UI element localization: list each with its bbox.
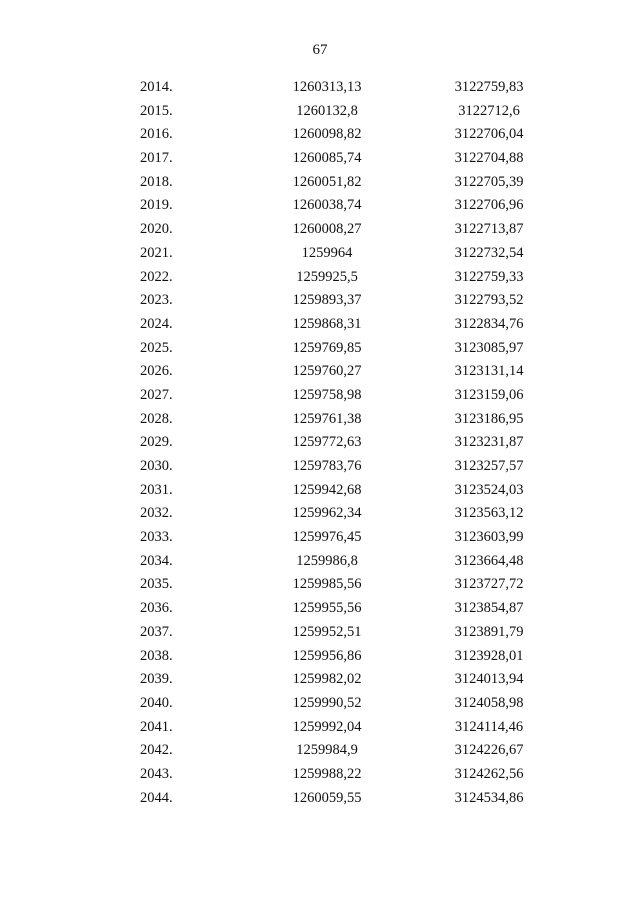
table-row: [0, 573, 640, 597]
x-coordinate: 1260051,82: [292, 173, 362, 190]
y-coordinate: 3123727,72: [454, 576, 524, 593]
x-coordinate: 1260059,55: [292, 789, 362, 806]
y-coordinate: 3122759,33: [454, 268, 524, 285]
point-number: 2040.: [140, 694, 173, 711]
x-coordinate: 1259986,8: [296, 552, 358, 569]
point-number: 2043.: [140, 765, 173, 782]
y-coordinate: 3123524,03: [454, 481, 524, 498]
table-row: [0, 550, 640, 574]
point-number: 2015.: [140, 102, 173, 119]
point-number: 2024.: [140, 315, 173, 332]
point-number: 2041.: [140, 718, 173, 735]
point-number: 2037.: [140, 623, 173, 640]
table-row: [0, 360, 640, 384]
point-number: 2020.: [140, 221, 173, 238]
table-row: [0, 123, 640, 147]
x-coordinate: 1259760,27: [292, 363, 362, 380]
table-row: [0, 597, 640, 621]
table-row: [0, 194, 640, 218]
x-coordinate: 1259868,31: [292, 315, 362, 332]
x-coordinate: 1259925,5: [296, 268, 358, 285]
table-row: [0, 739, 640, 763]
y-coordinate: 3124114,46: [454, 718, 524, 735]
x-coordinate: 1259769,85: [292, 339, 362, 356]
y-coordinate: 3123891,79: [454, 623, 524, 640]
table-row: [0, 502, 640, 526]
table-row: [0, 242, 640, 266]
x-coordinate: 1260098,82: [292, 126, 362, 143]
table-row: [0, 455, 640, 479]
x-coordinate: 1259952,51: [292, 623, 362, 640]
y-coordinate: 3122713,87: [454, 221, 524, 238]
point-number: 2035.: [140, 576, 173, 593]
table-row: [0, 526, 640, 550]
y-coordinate: 3123159,06: [454, 386, 524, 403]
page-number: 67: [312, 42, 328, 58]
point-number: 2031.: [140, 481, 173, 498]
table-row: [0, 763, 640, 787]
point-number: 2022.: [140, 268, 173, 285]
y-coordinate: 3122834,76: [454, 315, 524, 332]
point-number: 2017.: [140, 150, 173, 167]
y-coordinate: 3123257,57: [454, 458, 524, 474]
x-coordinate: 1259942,68: [292, 481, 362, 498]
table-row: [0, 479, 640, 503]
table-row: [0, 668, 640, 692]
y-coordinate: 3124262,56: [454, 765, 524, 782]
y-coordinate: 3124226,67: [454, 742, 524, 759]
table-row: [0, 716, 640, 740]
point-number: 2030.: [140, 458, 173, 474]
table-row: [0, 337, 640, 361]
x-coordinate: 1259982,02: [292, 671, 362, 688]
x-coordinate: 1260085,74: [292, 150, 362, 167]
table-row: [0, 100, 640, 124]
table-row: [0, 289, 640, 313]
point-number: 2039.: [140, 671, 173, 688]
y-coordinate: 3122712,6: [458, 102, 520, 119]
x-coordinate: 1260008,27: [292, 221, 362, 238]
y-coordinate: 3124013,94: [454, 671, 524, 688]
point-number: 2026.: [140, 363, 173, 380]
point-number: 2028.: [140, 410, 173, 427]
point-number: 2036.: [140, 600, 173, 617]
y-coordinate: 3122704,88: [454, 150, 524, 167]
y-coordinate: 3123231,87: [454, 434, 524, 451]
x-coordinate: 1259992,04: [292, 718, 362, 735]
x-coordinate: 1259985,56: [292, 576, 362, 593]
y-coordinate: 3123186,95: [454, 410, 524, 427]
x-coordinate: 1259758,98: [292, 386, 362, 403]
x-coordinate: 1259976,45: [292, 529, 362, 546]
y-coordinate: 3122732,54: [454, 244, 524, 261]
point-number: 2032.: [140, 505, 173, 522]
point-number: 2034.: [140, 552, 173, 569]
table-row: [0, 787, 640, 811]
y-coordinate: 3122793,52: [454, 292, 524, 309]
y-coordinate: 3123928,01: [454, 647, 524, 664]
point-number: 2019.: [140, 197, 173, 214]
point-number: 2042.: [140, 742, 173, 759]
point-number: 2044.: [140, 789, 173, 806]
x-coordinate: 1259783,76: [292, 458, 362, 474]
y-coordinate: 3123664,48: [454, 552, 524, 569]
coordinates-table: [0, 76, 640, 810]
point-number: 2038.: [140, 647, 173, 664]
point-number: 2029.: [140, 434, 173, 451]
point-number: 2025.: [140, 339, 173, 356]
x-coordinate: 1259990,52: [292, 694, 362, 711]
table-row: [0, 408, 640, 432]
table-row: [0, 76, 640, 100]
table-row: [0, 645, 640, 669]
table-row: [0, 266, 640, 290]
x-coordinate: 1259988,22: [292, 765, 362, 782]
x-coordinate: 1259984,9: [296, 742, 358, 759]
point-number: 2014.: [140, 79, 173, 95]
point-number: 2018.: [140, 173, 173, 190]
x-coordinate: 1259955,56: [292, 600, 362, 617]
y-coordinate: 3123854,87: [454, 600, 524, 617]
x-coordinate: 1259761,38: [292, 410, 362, 427]
y-coordinate: 3122705,39: [454, 173, 524, 190]
table-row: [0, 218, 640, 242]
y-coordinate: 3123085,97: [454, 339, 524, 356]
table-row: [0, 147, 640, 171]
x-coordinate: 1259962,34: [292, 505, 362, 522]
point-number: 2023.: [140, 292, 173, 309]
y-coordinate: 3122706,04: [454, 126, 524, 143]
point-number: 2016.: [140, 126, 173, 143]
y-coordinate: 3123563,12: [454, 505, 524, 522]
x-coordinate: 1259964: [301, 244, 353, 261]
x-coordinate: 1259772,63: [292, 434, 362, 451]
x-coordinate: 1259893,37: [292, 292, 362, 309]
point-number: 2033.: [140, 529, 173, 546]
table-row: [0, 621, 640, 645]
table-row: [0, 692, 640, 716]
point-number: 2027.: [140, 386, 173, 403]
point-number: 2021.: [140, 244, 173, 261]
table-row: [0, 313, 640, 337]
y-coordinate: 3122706,96: [454, 197, 524, 214]
y-coordinate: 3123603,99: [454, 529, 524, 546]
y-coordinate: 3124534,86: [454, 789, 524, 806]
table-row: [0, 171, 640, 195]
y-coordinate: 3123131,14: [454, 363, 524, 380]
y-coordinate: 3124058,98: [454, 694, 524, 711]
x-coordinate: 1260313,13: [292, 79, 362, 95]
table-row: [0, 384, 640, 408]
y-coordinate: 3122759,83: [454, 79, 524, 95]
x-coordinate: 1259956,86: [292, 647, 362, 664]
table-row: [0, 431, 640, 455]
x-coordinate: 1260038,74: [292, 197, 362, 214]
x-coordinate: 1260132,8: [296, 102, 358, 119]
